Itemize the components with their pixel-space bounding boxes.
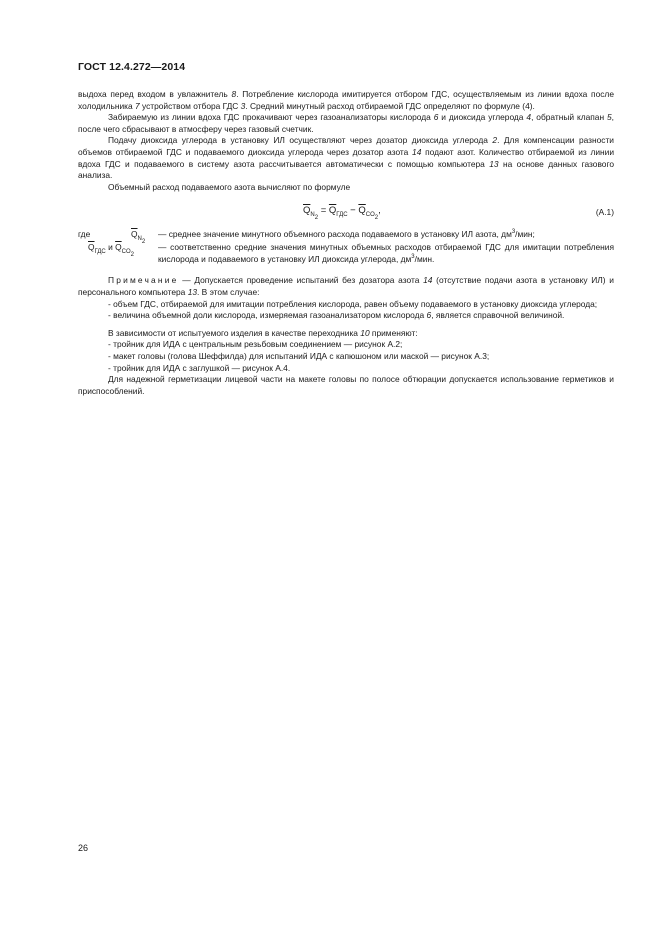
text: устройством отбора ГДС <box>139 100 241 111</box>
where-desc-1 <box>158 229 614 241</box>
ref-number: 4 <box>526 112 532 123</box>
symbol-q: $\overline{Q}$ <box>328 205 337 217</box>
text: — среднее значение минутного объемного расхода подаваемого в установку ИЛ азота, дм <box>158 229 512 240</box>
ref-number: 8 <box>231 89 237 99</box>
sub: CO <box>365 212 375 219</box>
symbol-q: $\overline{Q}$ <box>358 205 366 217</box>
minus: − <box>347 205 359 217</box>
sub: ГДС <box>336 212 348 219</box>
adapter-final: Для надежной герметизации лицевой части на макете головы по полосе обтюрации допускается использование герметиков и приспособлений. <box>78 374 614 396</box>
text: (отсутствие подачи азота в установку ИЛ) и персонального компьютера <box>78 275 614 297</box>
adapter-item-3: - тройник для ИДА с заглушкой — рисунок A.4. <box>108 362 291 373</box>
ref-number: 13 <box>489 158 499 169</box>
text: — соответственно средние значения минутных объемных расходов отбираемой ГДС для имитации потребления кислорода и подаваемого в установку ИЛ диоксида углерода, дм <box>158 242 614 264</box>
sub: N <box>137 236 142 243</box>
text: , обратный клапан <box>531 112 607 123</box>
symbol-q: $\overline{Q}$ <box>115 242 122 253</box>
text: . Для компенсации разности объемов отбираемой ГДС и подаваемого диоксида углерода через дозатор азота <box>78 135 614 157</box>
note-label: Примечание <box>108 275 179 286</box>
equals: = <box>318 205 329 217</box>
adapter-item-2: - макет головы (голова Шеффилда) для испытаний ИДА с капюшоном или маской — рисунок A.3; <box>108 350 490 361</box>
ref-number: 10 <box>360 327 370 338</box>
and-word: и <box>108 242 113 253</box>
text: . В этом случае: <box>197 286 260 297</box>
ref-number: 3 <box>240 100 246 111</box>
note-item-2 <box>78 310 614 322</box>
text: , является справочной величиной. <box>431 310 565 321</box>
text: Забираемую из линии вдоха ГДС прокачивают через газоанализаторы кислорода <box>108 112 434 123</box>
sub-index: 2 <box>130 252 134 259</box>
where-label: где <box>78 229 91 240</box>
where-block <box>78 229 614 269</box>
text: выдоха перед входом в увлажнитель <box>78 89 232 99</box>
text: применяют: <box>369 327 418 338</box>
symbol-q: $\overline{Q}$ <box>88 242 95 253</box>
note-paragraph <box>78 275 614 298</box>
note-item-1: - объем ГДС, отбираемой для имитации потребления кислорода, равен объему подаваемого в установку диоксида углерода; <box>108 298 598 309</box>
paragraph-4: Объемный расход подаваемого азота вычисляют по формуле <box>108 181 351 192</box>
page-number: 26 <box>78 843 89 853</box>
adapter-intro <box>78 328 614 340</box>
page-content <box>78 89 614 397</box>
text: подают азот. Количество отбираемой из линии вдоха ГДС и подаваемого в систему азота рассчитывается автоматически с помощью компьютера <box>78 146 614 169</box>
exponent: 3 <box>411 253 415 260</box>
formula <box>303 205 381 222</box>
document-code: ГОСТ 12.4.272—2014 <box>78 61 186 73</box>
sub-index: 2 <box>374 215 379 222</box>
formula-block <box>78 199 614 227</box>
symbol-qn2 <box>131 229 146 246</box>
ref-number: 14 <box>423 275 433 286</box>
text: /мин. <box>414 253 435 264</box>
sub-index: 2 <box>314 215 319 222</box>
text: и диоксида углерода <box>438 112 527 123</box>
adapter-item-1: - тройник для ИДА с центральным резьбовым соединением — рисунок A.2; <box>108 339 403 350</box>
text: Подачу диоксида углерода в установку ИЛ осуществляют через дозатор диоксида углерода <box>108 135 493 146</box>
paragraph-1 <box>78 89 614 112</box>
text: - величина объемной доли кислорода, измеряемая газоанализатором кислорода <box>108 310 427 321</box>
ref-number: 7 <box>134 100 140 111</box>
text: /мин; <box>515 229 535 240</box>
sub: CO <box>121 249 131 256</box>
symbol-q: $\overline{Q}$ <box>303 205 311 217</box>
symbol-qgds-qco2 <box>88 242 134 259</box>
text: . Средний минутный расход отбираемой ГДС определяют по формуле (4). <box>245 100 535 111</box>
sub: ГДС <box>94 249 106 256</box>
ref-number: 6 <box>426 310 432 321</box>
symbol-q: $\overline{Q}$ <box>131 229 138 240</box>
text: . Потребление кислорода имитируется отбором ГДС, осуществляемым из линии вдоха после холодильника <box>78 89 614 111</box>
paragraph-3 <box>78 135 614 181</box>
ref-number: 6 <box>433 112 439 123</box>
exponent: 3 <box>511 229 516 236</box>
comma: , <box>378 205 381 217</box>
ref-number: 5 <box>606 112 612 123</box>
sub: N <box>310 212 315 219</box>
text: — Допускается проведение испытаний без дозатора азота <box>178 275 424 286</box>
ref-number: 2 <box>492 135 498 146</box>
where-desc-2 <box>158 242 614 265</box>
ref-number: 13 <box>187 286 198 297</box>
text: на основе данных газового анализа. <box>78 158 614 181</box>
sub-index: 2 <box>141 239 146 246</box>
text: , после чего сбрасывают в атмосферу через газовый счетчик. <box>78 112 614 134</box>
paragraph-2 <box>78 112 614 135</box>
ref-number: 14 <box>412 146 422 157</box>
text: В зависимости от испытуемого изделия в качестве переходника <box>108 327 361 338</box>
formula-number: (A.1) <box>595 207 614 218</box>
